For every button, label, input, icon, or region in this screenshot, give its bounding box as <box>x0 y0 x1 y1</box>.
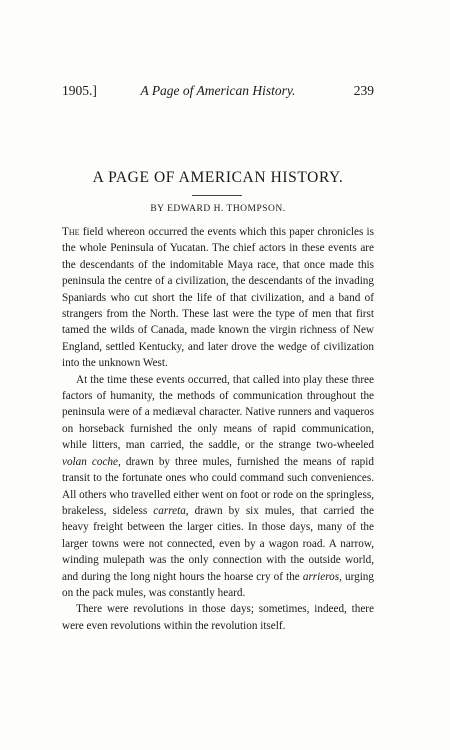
article-byline: BY EDWARD H. THOMPSON. <box>150 204 286 214</box>
text-run: drawn by three mules, furnished the means of rapid transit to the fortunate ones who could command such conveniences. All others who travelled either went on foot or rode on the springless, brakeless, sideless <box>62 455 374 517</box>
paragraph <box>62 224 374 372</box>
article-body <box>62 224 374 634</box>
running-head-title: A Page of American History. <box>140 83 296 98</box>
text-run: At the time these events occurred, that called into play these three factors of humanity, the methods of communication throughout the peninsula were of a mediæval character. Native runners and vaqueros on horseback furnished the only means of rapid communication, while litters, man carried, the saddle, or the strange two-wheeled <box>62 373 374 452</box>
paragraph <box>62 372 374 602</box>
text-run: urging on the pack mules, was constantly heard. <box>62 570 374 599</box>
text-run: There were revolutions in those days; sometimes, indeed, there were even revolutions within the revolution itself. <box>62 603 374 632</box>
italic-term: volan coche, <box>62 455 121 468</box>
running-head <box>62 82 374 100</box>
paragraph-lead-word: The <box>62 226 80 238</box>
italic-term: carreta, <box>153 504 189 517</box>
text-run: drawn by six mules, that carried the heavy freight between the larger cities. In those days, many of the larger towns were not connected, even by a wagon road. A narrow, winding mulepath was the only connection with the outside world, and during the long night hours the hoarse cry of the <box>62 504 374 583</box>
article-title: A PAGE OF AMERICAN HISTORY. <box>92 169 344 186</box>
italic-term: arrieros, <box>302 570 342 583</box>
text-run: field whereon occurred the events which this paper chronicles is the whole Peninsula of Yucatan. The chief actors in these events are the descendants of the indomitable Maya race, that once made this peninsula the centre of a civilization, the descendants of the invading Spaniards who cut short the life of that civilization, and a band of strangers from the North. These last were the type of men that first tamed the wilds of Canada, made known the virgin richness of New England, settled Kentucky, and later drove the wedge of civilization into the unknown West. <box>62 226 374 370</box>
paragraph <box>62 601 374 634</box>
title-rule <box>192 195 242 196</box>
running-head-year: 1905.] <box>62 83 97 98</box>
page-number: 239 <box>353 83 374 98</box>
